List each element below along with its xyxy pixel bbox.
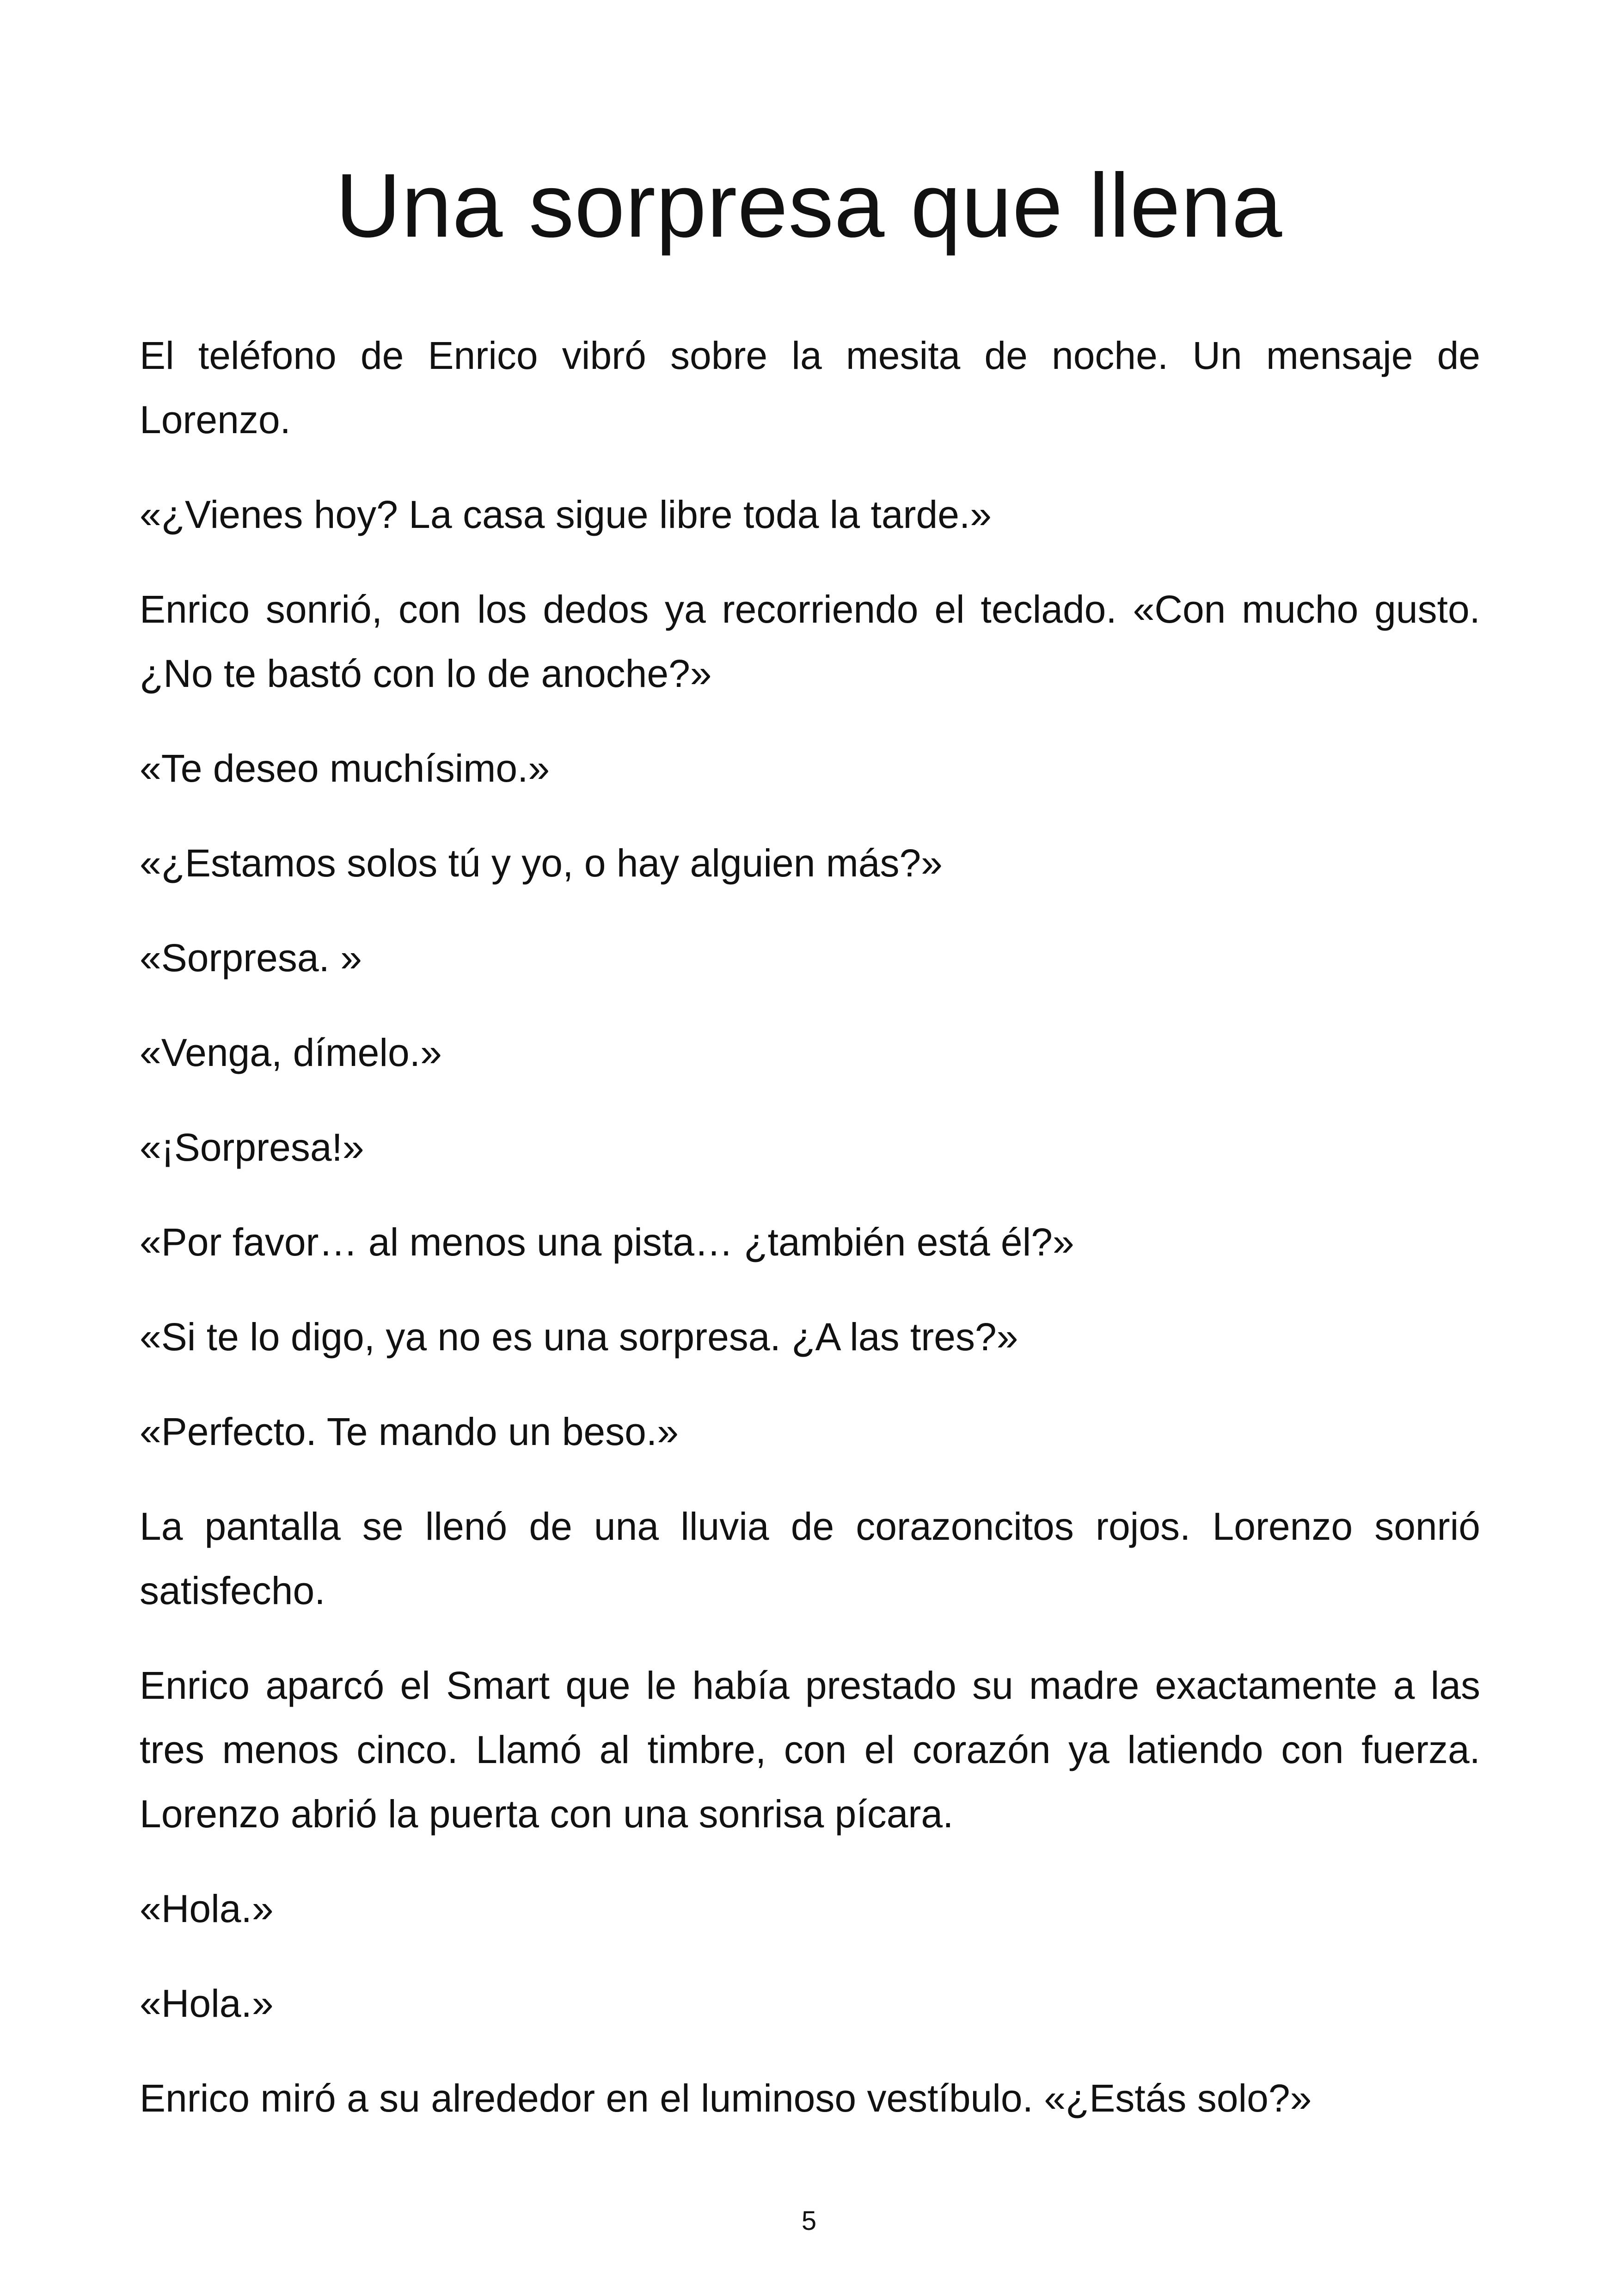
paragraph: Enrico aparcó el Smart que le había prestado su madre exactamente a las tres menos cinco. Llamó al timbre, con el corazón ya latiendo con fuerza. Lorenzo abrió la puerta con una sonrisa pícara. xyxy=(140,1664,1480,1836)
paragraph: La pantalla se llenó de una lluvia de corazoncitos rojos. Lorenzo sonrió satisfecho. xyxy=(140,1505,1480,1612)
page-number: 5 xyxy=(801,2206,817,2236)
paragraph: «¿Estamos solos tú y yo, o hay alguien más?» xyxy=(140,841,943,885)
paragraph: Enrico sonrió, con los dedos ya recorriendo el teclado. «Con mucho gusto. ¿No te bastó con lo de anoche?» xyxy=(140,588,1480,695)
paragraph: «Sorpresa. » xyxy=(140,936,362,980)
paragraph: «Hola.» xyxy=(140,1887,274,1930)
page-title: Una sorpresa que llena xyxy=(335,155,1283,256)
paragraph: «Hola.» xyxy=(140,1982,274,2025)
paragraph: «Si te lo digo, ya no es una sorpresa. ¿A las tres?» xyxy=(140,1315,1018,1359)
body-text xyxy=(140,324,1480,2161)
paragraph: Enrico miró a su alrededor en el luminoso vestíbulo. «¿Estás solo?» xyxy=(140,2076,1312,2120)
paragraph: «Perfecto. Te mando un beso.» xyxy=(140,1410,679,1453)
paragraph: «¡Sorpresa!» xyxy=(140,1126,364,1169)
paragraph: «Venga, dímelo.» xyxy=(140,1031,442,1074)
paragraph: «¿Vienes hoy? La casa sigue libre toda la tarde.» xyxy=(140,493,992,536)
paragraph: «Te deseo muchísimo.» xyxy=(140,747,550,790)
paragraph: «Por favor… al menos una pista… ¿también está él?» xyxy=(140,1220,1074,1264)
paragraph: El teléfono de Enrico vibró sobre la mesita de noche. Un mensaje de Lorenzo. xyxy=(140,334,1480,441)
